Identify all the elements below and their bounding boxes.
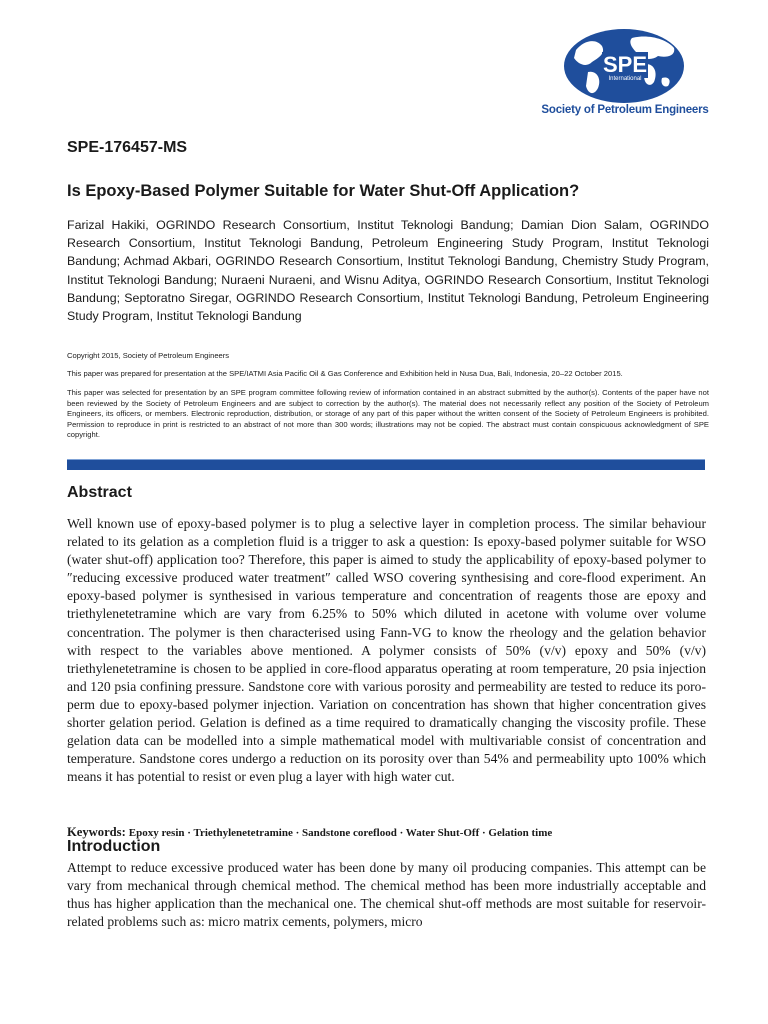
review-disclaimer: This paper was selected for presentation by an SPE program committee following review of information contained in an abstract submitted by the author(s). Contents of the paper have not been reviewed by the Society of Petroleum Engineers and are subject to correction by the author(s). The material does not necessarily reflect any position of the Society of Petroleum Engineers, its officers, or members. Electronic reproduction, distribution, or storage of any part of this paper without the written consent of the Society of Petroleum Engineers is prohibited. Permission to reproduce in print is restricted to an abstract of not more than 300 words; illustrations may not be copied. The abstract must contain conspicuous acknowledgment of SPE copyright.: [67, 388, 709, 440]
author-list: Farizal Hakiki, OGRINDO Research Consortium, Institut Teknologi Bandung; Damian Dion Salam, OGRINDO Research Consortium, Institut Teknologi Bandung, Petroleum Engineering Study Program, Institut Teknologi Bandung; Achmad Akbari, OGRINDO Research Consortium, Institut Teknologi Bandung, Chemistry Study Program, Institut Teknologi Bandung; Nuraeni Nuraeni, and Wisnu Aditya, OGRINDO Research Consortium, Institut Teknologi Bandung; Septoratno Siregar, OGRINDO Research Consortium, Institut Teknologi Bandung, Petroleum Engineering Study Program, Institut Teknologi Bandung: [67, 218, 709, 324]
copyright-notice: Copyright 2015, Society of Petroleum Engineers: [67, 351, 230, 360]
society-name: Society of Petroleum Engineers: [541, 104, 709, 116]
abstract-text: Well known use of epoxy-based polymer is to plug a selective layer in completion process. The similar behaviour related to its gelation as a completion fluid is a trigger to ask a question: Is epoxy-based polymer suitable for WSO (water shut-off) application too? Therefore, this paper is aimed to study the applicability of epoxy-based polymer to ″reducing excessive produced water treatment″ called WSO covering synthesising and core-flood experiment. An epoxy-based polymer is synthesised in various temperature and concentration of reagents those are epoxy and triethylenetetramine which are vary from 6.25% to 50% which diluted in acetone with volume over volume concentration. The polymer is then characterised using Fann-VG to know the rheology and the gelation behavior with respect to the variables above mentioned. A polymer consists of 50% (v/v) epoxy and 50% (v/v) triethylenetetramine is chosen to be applied in core-flood apparatus operating at room temperature, 20 psia injection and 120 psia confining pressure. Sandstone core with various porosity and permeability are tested to reduce its poro-perm due to epoxy-based polymer injection. Variation on concentration has shown that higher concentration gives shorter gelation period. Gelation is defined as a time required to dramatically changing the viscosity profile. These gelation data can be modelled into a simple mathematical model with multivariable consist of concentration and temperature. Sandstone cores undergo a reduction on its porosity over than 54% and permeability upto 100% which means it has potential to resist or even plug a layer with high water cut.: [67, 516, 706, 785]
logo-text: SPE: [602, 52, 648, 77]
spe-logo: [540, 28, 710, 124]
logo-subtext: International: [608, 76, 642, 82]
presentation-notice: This paper was prepared for presentation at the SPE/IATMI Asia Pacific Oil & Gas Conference and Exhibition held in Nusa Dua, Bali, Indonesia, 20–22 October 2015.: [67, 369, 623, 378]
keywords-list: Epoxy resin · Triethylenetetramine · Sandstone coreflood · Water Shut-Off · Gelation time: [128, 827, 553, 839]
keywords-label: Keywords:: [67, 825, 126, 839]
section-divider: [67, 459, 705, 470]
paper-title: Is Epoxy-Based Polymer Suitable for Water Shut-Off Application?: [67, 182, 580, 200]
keywords-line: [67, 825, 709, 840]
abstract-heading: Abstract: [67, 484, 132, 501]
introduction-text: Attempt to reduce excessive produced water has been done by many oil producing companies. This attempt can be vary from mechanical through chemical method. The chemical method has been more industrially acceptable and thus has higher application than the mechanical one. The chemical shut-off methods are most suitable for reservoir-related problems such as: micro matrix cements, polymers, micro: [67, 860, 706, 930]
globe-logo-icon: [562, 28, 686, 104]
introduction-heading: Introduction: [67, 838, 161, 855]
paper-id: SPE-176457-MS: [67, 139, 188, 156]
